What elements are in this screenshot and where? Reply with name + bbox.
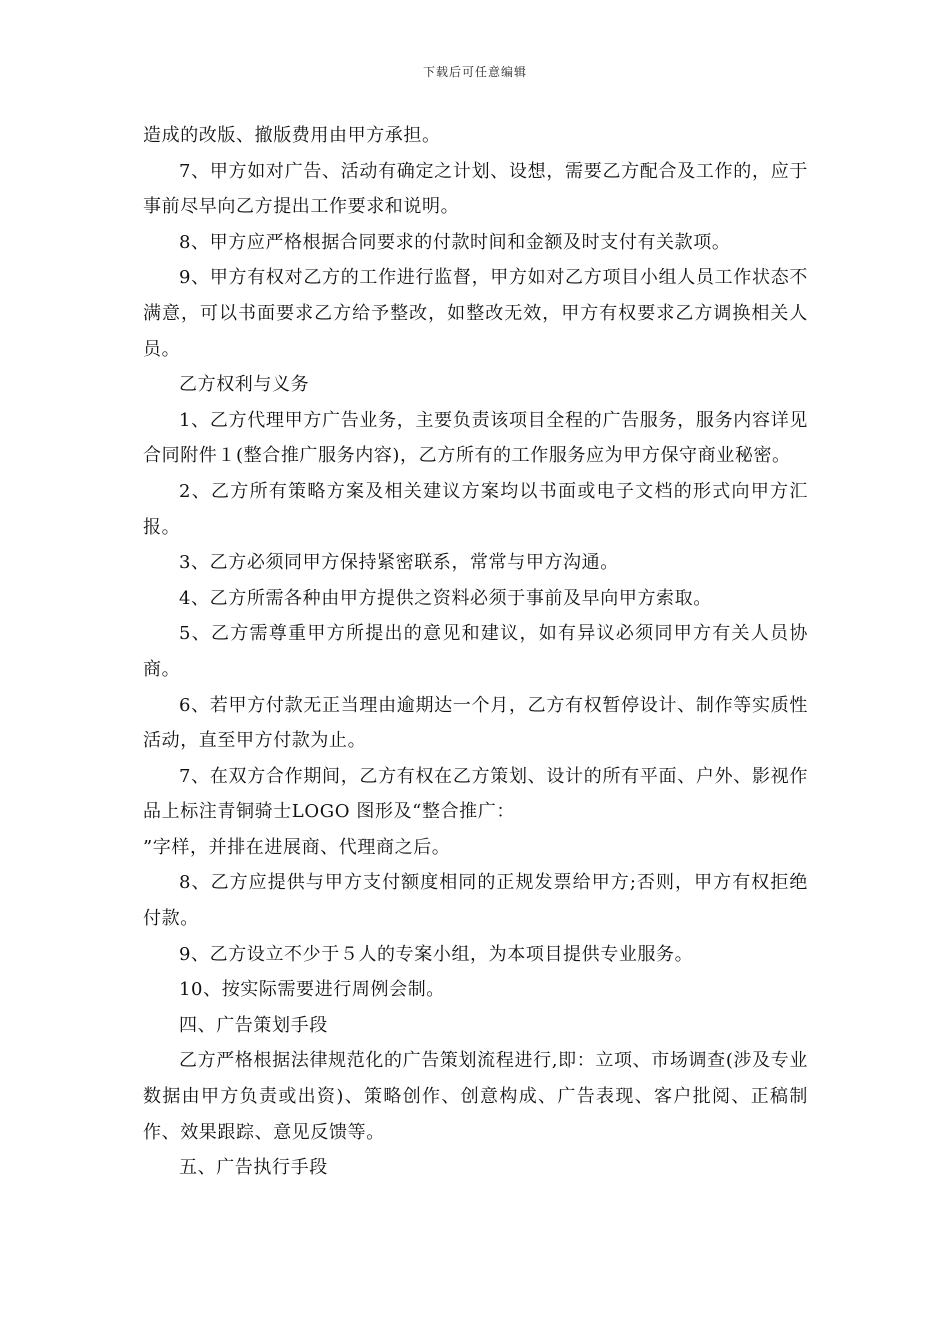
section-heading: 五、广告执行手段 xyxy=(179,1157,328,1179)
section-heading: 乙方权利与义务 xyxy=(179,374,310,396)
paragraph: 4、乙方所需各种由甲方提供之资料必须于事前及早向甲方索取。 xyxy=(179,587,712,609)
paragraph: 5、乙方需尊重甲方所提出的意见和建议，如有异议必须同甲方有关人员协商。 xyxy=(143,623,808,680)
paragraph: 9、乙方设立不少于５人的专案小组，为本项目提供专业服务。 xyxy=(179,943,694,965)
paragraph: 7、在双方合作期间，乙方有权在乙方策划、设计的所有平面、户外、影视作品上标注青铜骑士LOGO 图形及“整合推广： xyxy=(143,765,808,823)
paragraph: 1、乙方代理甲方广告业务，主要负责该项目全程的广告服务，服务内容详见合同附件１(整合推广服务内容)，乙方所有的工作服务应为甲方保守商业秘密。 xyxy=(143,409,808,467)
paragraph: 3、乙方必须同甲方保持紧密联系，常常与甲方沟通。 xyxy=(179,552,619,574)
paragraph: 10、按实际需要进行周例会制。 xyxy=(179,979,445,1001)
paragraph: 8、甲方应严格根据合同要求的付款时间和金额及时支付有关款项。 xyxy=(179,231,731,253)
paragraph: 7、甲方如对广告、活动有确定之计划、设想，需要乙方配合及工作的，应于事前尽早向乙方提出工作要求和说明。 xyxy=(143,160,808,218)
paragraph: 9、甲方有权对乙方的工作进行监督，甲方如对乙方项目小组人员工作状态不满意，可以书面要求乙方给予整改，如整改无效，甲方有权要求乙方调换相关人员。 xyxy=(143,267,808,360)
document-body xyxy=(143,118,808,1186)
paragraph: ”字样，并排在进展商、代理商之后。 xyxy=(143,836,451,858)
paragraph: 8、乙方应提供与甲方支付额度相同的正规发票给甲方;否则，甲方有权拒绝付款。 xyxy=(143,872,808,930)
section-heading: 四、广告策划手段 xyxy=(179,1014,328,1036)
page-header: 下载后可任意编辑 xyxy=(422,65,527,79)
paragraph: 造成的改版、撤版费用由甲方承担。 xyxy=(143,125,441,146)
paragraph: 6、若甲方付款无正当理由逾期达一个月，乙方有权暂停设计、制作等实质性活动，直至甲方付款为止。 xyxy=(143,694,808,752)
paragraph: 2、乙方所有策略方案及相关建议方案均以书面或电子文档的形式向甲方汇报。 xyxy=(143,480,808,538)
paragraph: 乙方严格根据法律规范化的广告策划流程进行,即：立项、市场调查(涉及专业数据由甲方负责或出资)、策略创作、创意构成、广告表现、客户批阅、正稿制作、效果跟踪、意见反馈等。 xyxy=(143,1050,808,1143)
